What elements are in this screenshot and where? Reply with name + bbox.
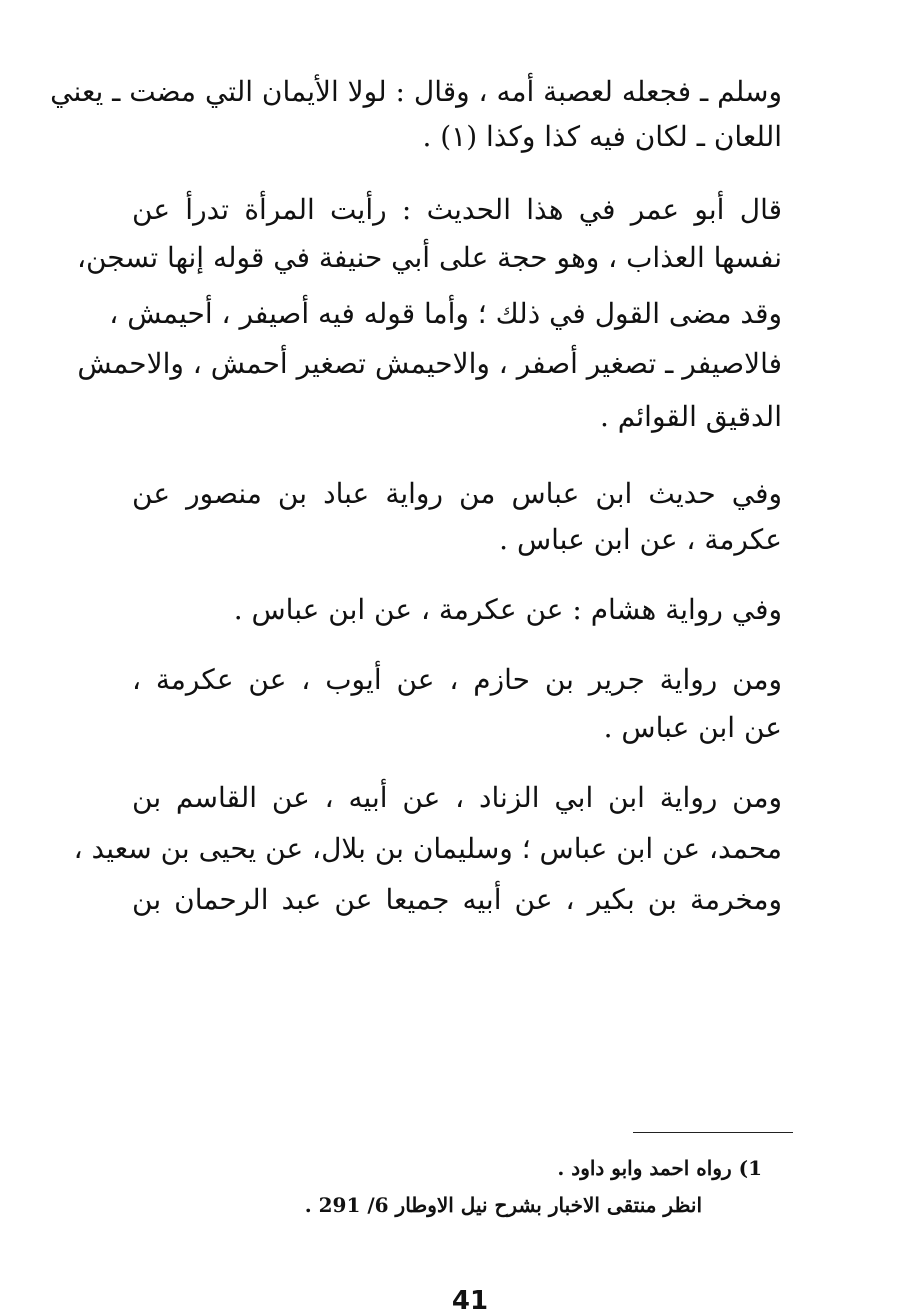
text-line: وسلم ـ فجعله لعصبة أمه ، وقال : لولا الأيمان التي مضت ـ يعني bbox=[50, 75, 782, 108]
text-line: وقد مضى القول في ذلك ؛ وأما قوله فيه أصيفر ، أحيمش ، bbox=[109, 297, 782, 330]
page-number: 41 bbox=[451, 1286, 489, 1316]
footnote-divider bbox=[633, 1132, 793, 1133]
text-line: عن ابن عباس . bbox=[603, 711, 782, 744]
text-line: ومخرمة بن بكير ، عن أبيه جميعا عن عبد الرحمان بن bbox=[132, 883, 782, 916]
text-line: محمد، عن ابن عباس ؛ وسليمان بن بلال، عن يحيى بن سعيد ، bbox=[73, 832, 782, 865]
text-line: قال أبو عمر في هذا الحديث : رأيت المرأة تدرأ عن bbox=[132, 193, 782, 226]
footnote: انظر منتقى الاخبار بشرح نيل الاوطار 6/ 291 . bbox=[304, 1193, 702, 1217]
text-line: وفي حديث ابن عباس من رواية عباد بن منصور عن bbox=[132, 477, 782, 510]
text-line: ومن رواية جرير بن حازم ، عن أيوب ، عن عكرمة ، bbox=[132, 663, 782, 696]
text-line: عكرمة ، عن ابن عباس . bbox=[499, 523, 782, 556]
text-line: وفي رواية هشام : عن عكرمة ، عن ابن عباس . bbox=[233, 593, 782, 626]
text-line: نفسها العذاب ، وهو حجة على أبي حنيفة في قوله إنها تسجن، bbox=[76, 241, 782, 274]
text-line: الدقيق القوائم . bbox=[599, 400, 782, 433]
footnote: 1) رواه احمد وابو داود . bbox=[557, 1156, 762, 1180]
text-line: ومن رواية ابن ابي الزناد ، عن أبيه ، عن القاسم بن bbox=[132, 781, 782, 814]
text-line: فالاصيفر ـ تصغير أصفر ، والاحيمش تصغير أحمش ، والاحمش bbox=[77, 347, 782, 380]
text-line: اللعان ـ لكان فيه كذا وكذا (١) . bbox=[422, 120, 782, 153]
